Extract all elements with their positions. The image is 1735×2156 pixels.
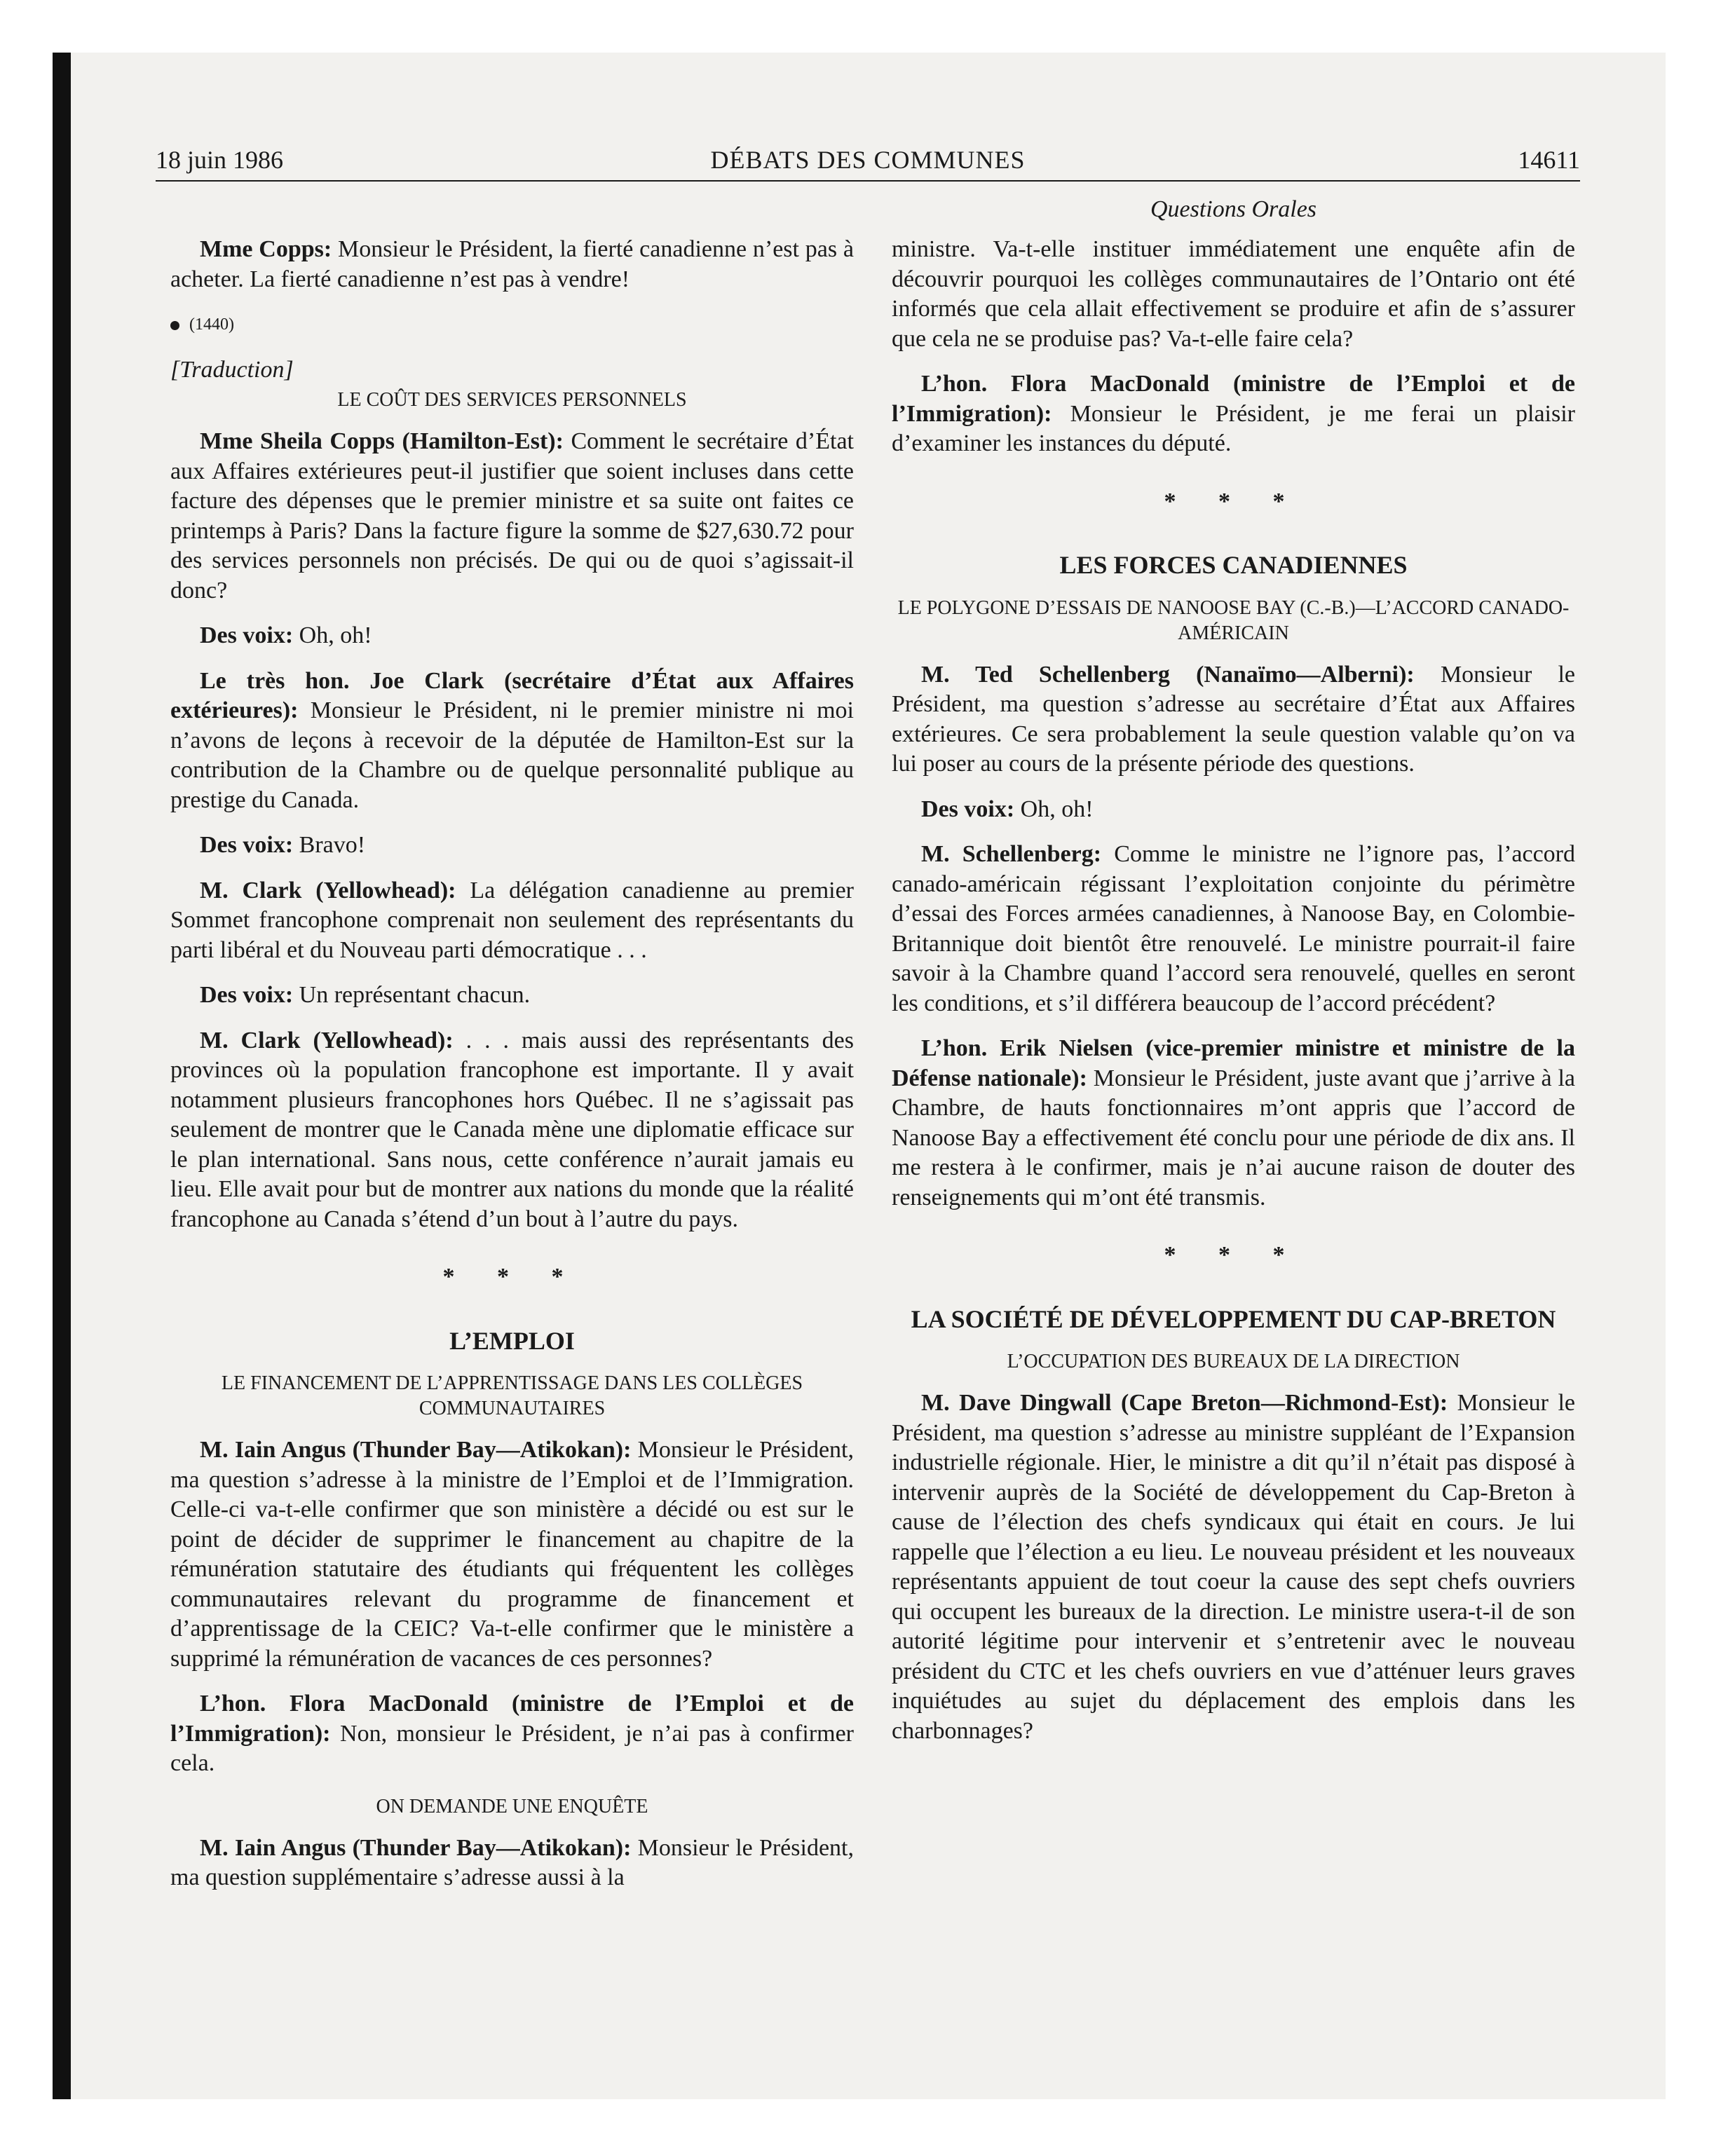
section-separator: * * * <box>1164 1242 1303 1268</box>
bullet-icon <box>170 321 179 330</box>
speaker: Le très hon. Joe Clark (secrétaire d’État aux Affaires extérieures): <box>170 667 854 723</box>
speech: Monsieur le Président, la fierté canadienne n’est pas à acheter. La fierté canadienne n’est pas à vendre! <box>170 236 854 292</box>
paragraph <box>892 795 1575 825</box>
paragraph <box>892 1034 1575 1213</box>
subheading: ON DEMANDE UNE ENQUÊTE <box>376 1795 648 1817</box>
speaker: M. Iain Angus (Thunder Bay—Atikokan): <box>200 1437 632 1463</box>
paragraph <box>170 1435 854 1674</box>
speech: Monsieur le Président, ma question s’adresse au secrétaire d’État aux Affaires extérieures. Ce sera probablement la seule question valable qu’on va lui poser au cours de la présente période des questions. <box>892 661 1575 777</box>
speech: Bravo! <box>293 832 366 858</box>
speaker: L’hon. Flora MacDonald (ministre de l’Emploi et de l’Immigration): <box>892 371 1575 427</box>
speaker: Des voix: <box>200 982 294 1008</box>
speech: La délégation canadienne au premier Sommet francophone comprenait non seulement des représentants du parti libéral et du Nouveau parti démocratique . . . <box>170 877 854 963</box>
paragraph <box>892 840 1575 1018</box>
speaker: Des voix: <box>921 796 1015 822</box>
speech: Comme le ministre ne l’ignore pas, l’accord canado-américain régissant l’exploitation conjointe du périmètre d’essai des Forces armées canadiennes, à Nanoose Bay, en Colombie-Britannique doit bientôt être renouvelé. Le ministre pourrait-il faire savoir à la Chambre quand l’accord sera renouvelé, quelles en seront les conditions, et s’il différera beaucoup de l’accord précédent? <box>892 841 1575 1016</box>
paragraph <box>170 621 854 651</box>
paragraph <box>170 667 854 816</box>
paragraph <box>892 660 1575 779</box>
speech: Oh, oh! <box>293 622 372 648</box>
paragraph <box>170 831 854 861</box>
section-separator: * * * <box>1164 488 1303 514</box>
subheading: LE FINANCEMENT DE L’APPRENTISSAGE DANS LES COLLÈGES COMMUNAUTAIRES <box>221 1372 803 1419</box>
subheading: L’OCCUPATION DES BUREAUX DE LA DIRECTION <box>1007 1351 1460 1372</box>
section-heading: LA SOCIÉTÉ DE DÉVELOPPEMENT DU CAP-BRETON <box>911 1304 1556 1333</box>
speech: ministre. Va-t-elle instituer immédiatement une enquête afin de découvrir pourquoi les collèges communautaires de l’Ontario ont été informés que cela allait effectivement se produire et afin de s’assurer que cela ne se produise pas? Va-t-elle faire cela? <box>892 236 1575 352</box>
speaker: M. Clark (Yellowhead): <box>200 1027 454 1053</box>
header-date: 18 juin 1986 <box>156 146 284 174</box>
paragraph <box>892 1389 1575 1746</box>
speaker: Mme Sheila Copps (Hamilton-Est): <box>200 428 564 454</box>
paragraph <box>170 235 854 294</box>
section-heading: L’EMPLOI <box>449 1326 575 1355</box>
page-header <box>156 144 1580 182</box>
speech: Un représentant chacun. <box>293 982 531 1008</box>
speech: Monsieur le Président, je me ferai un plaisir d’examiner les instances du député. <box>892 400 1575 456</box>
subheading: LE COÛT DES SERVICES PERSONNELS <box>337 389 687 411</box>
speech: Monsieur le Président, juste avant que j’arrive à la Chambre, de hauts fonctionnaires m’ont appris que l’accord de Nanoose Bay a effectivement été conclu pour une période de dix ans. Il me restera à le confirmer, mais je n’ai aucune raison de douter des renseignements qui m’ont été transmis. <box>892 1065 1575 1210</box>
paragraph <box>170 1689 854 1779</box>
speaker: M. Iain Angus (Thunder Bay—Atikokan): <box>200 1834 632 1861</box>
speaker: M. Ted Schellenberg (Nanaïmo—Alberni): <box>921 661 1415 688</box>
speaker: Mme Copps: <box>200 236 332 262</box>
speech: Monsieur le Président, ma question supplémentaire s’adresse aussi à la <box>170 1834 854 1890</box>
time-stamp-text: (1440) <box>189 315 234 334</box>
speaker: M. Clark (Yellowhead): <box>200 877 456 903</box>
header-page-number: 14611 <box>1518 146 1580 174</box>
header-title: DÉBATS DES COMMUNES <box>710 146 1026 174</box>
scan-edge <box>53 53 71 2099</box>
speaker: L’hon. Erik Nielsen (vice-premier ministre et ministre de la Défense nationale): <box>892 1035 1575 1091</box>
time-stamp <box>170 310 854 340</box>
paragraph <box>892 235 1575 354</box>
speech: Monsieur le Président, ma question s’adresse au ministre suppléant de l’Expansion industrielle régionale. Hier, le ministre a dit qu’il n’était pas disposé à intervenir auprès de la Société de développement du Cap-Breton à cause de l’élection des chefs syndicaux qui était en cours. Je lui rappelle que l’élection a eu lieu. Le nouveau président et les nouveaux représentants appuient de tout coeur la cause des sept chefs ouvriers qui occupent les bureaux de la direction. Le ministre usera-t-il de son autorité légitime pour intervenir et s’entretenir avec le nouveau président du CTC et les chefs ouvriers en vue d’atténuer leurs graves inquiétudes au sujet du déplacement des emplois dans les charbonnages? <box>892 1390 1575 1744</box>
section-separator: * * * <box>442 1264 582 1290</box>
section-heading: LES FORCES CANADIENNES <box>1059 551 1408 579</box>
right-column-title: Questions Orales <box>1150 196 1317 222</box>
speaker: L’hon. Flora MacDonald (ministre de l’Emploi et de l’Immigration): <box>170 1691 854 1747</box>
speaker: M. Schellenberg: <box>921 841 1102 867</box>
speaker: M. Dave Dingwall (Cape Breton—Richmond-Est): <box>921 1390 1448 1416</box>
paragraph <box>170 876 854 966</box>
left-column <box>170 235 854 1909</box>
speech: Monsieur le Président, ni le premier ministre ni moi n’avons de leçons à recevoir de la députée de Hamilton-Est sur la contribution de la Chambre ou de quelque personnalité publique au prestige du Canada. <box>170 697 854 813</box>
speech: . . . mais aussi des représentants des provinces où la population francophone est importante. Il y avait notamment plusieurs francophones hors Québec. Il ne s’agissait pas seulement de montrer que le Canada mène une diplomatie efficace sur le plan international. Sans nous, cette conférence n’aurait jamais eu lieu. Elle avait pour but de montrer aux nations du monde que la réalité francophone au Canada s’étend d’un bout à l’autre du pays. <box>170 1027 854 1232</box>
paragraph <box>892 369 1575 459</box>
paragraph <box>170 981 854 1011</box>
speaker: Des voix: <box>200 622 294 648</box>
paragraph <box>170 427 854 606</box>
speech: Oh, oh! <box>1014 796 1094 822</box>
speaker: Des voix: <box>200 832 294 858</box>
right-column <box>892 235 1575 1761</box>
paragraph <box>170 1026 854 1235</box>
speech: Non, monsieur le Président, je n’ai pas à confirmer cela. <box>170 1720 854 1776</box>
speech: Comment le secrétaire d’État aux Affaires extérieures peut-il justifier que soient incluses dans cette facture des dépenses que le premier ministre et sa suite ont faites ce printemps à Paris? Dans la facture figure la somme de $27,630.72 pour des services personnels non précisés. De qui ou de quoi s’agissait-il donc? <box>170 428 854 603</box>
paragraph <box>170 1834 854 1893</box>
speech: Monsieur le Président, ma question s’adresse à la ministre de l’Emploi et de l’Immigration. Celle-ci va-t-elle confirmer que son ministère a décidé ou est sur le point de décider de supprimer le financement au chapitre de la rémunération statutaire des étudiants qui fréquentent les collèges communautaires relevant du programme de financement et d’apprentissage de la CEIC? Va-t-elle confirmer que le ministère a supprimé la rémunération de vacances de ces personnes? <box>170 1437 854 1672</box>
subheading: LE POLYGONE D’ESSAIS DE NANOOSE BAY (C.-B.)—L’ACCORD CANADO-AMÉRICAIN <box>897 596 1570 644</box>
translation-note: [Traduction] <box>170 356 294 383</box>
